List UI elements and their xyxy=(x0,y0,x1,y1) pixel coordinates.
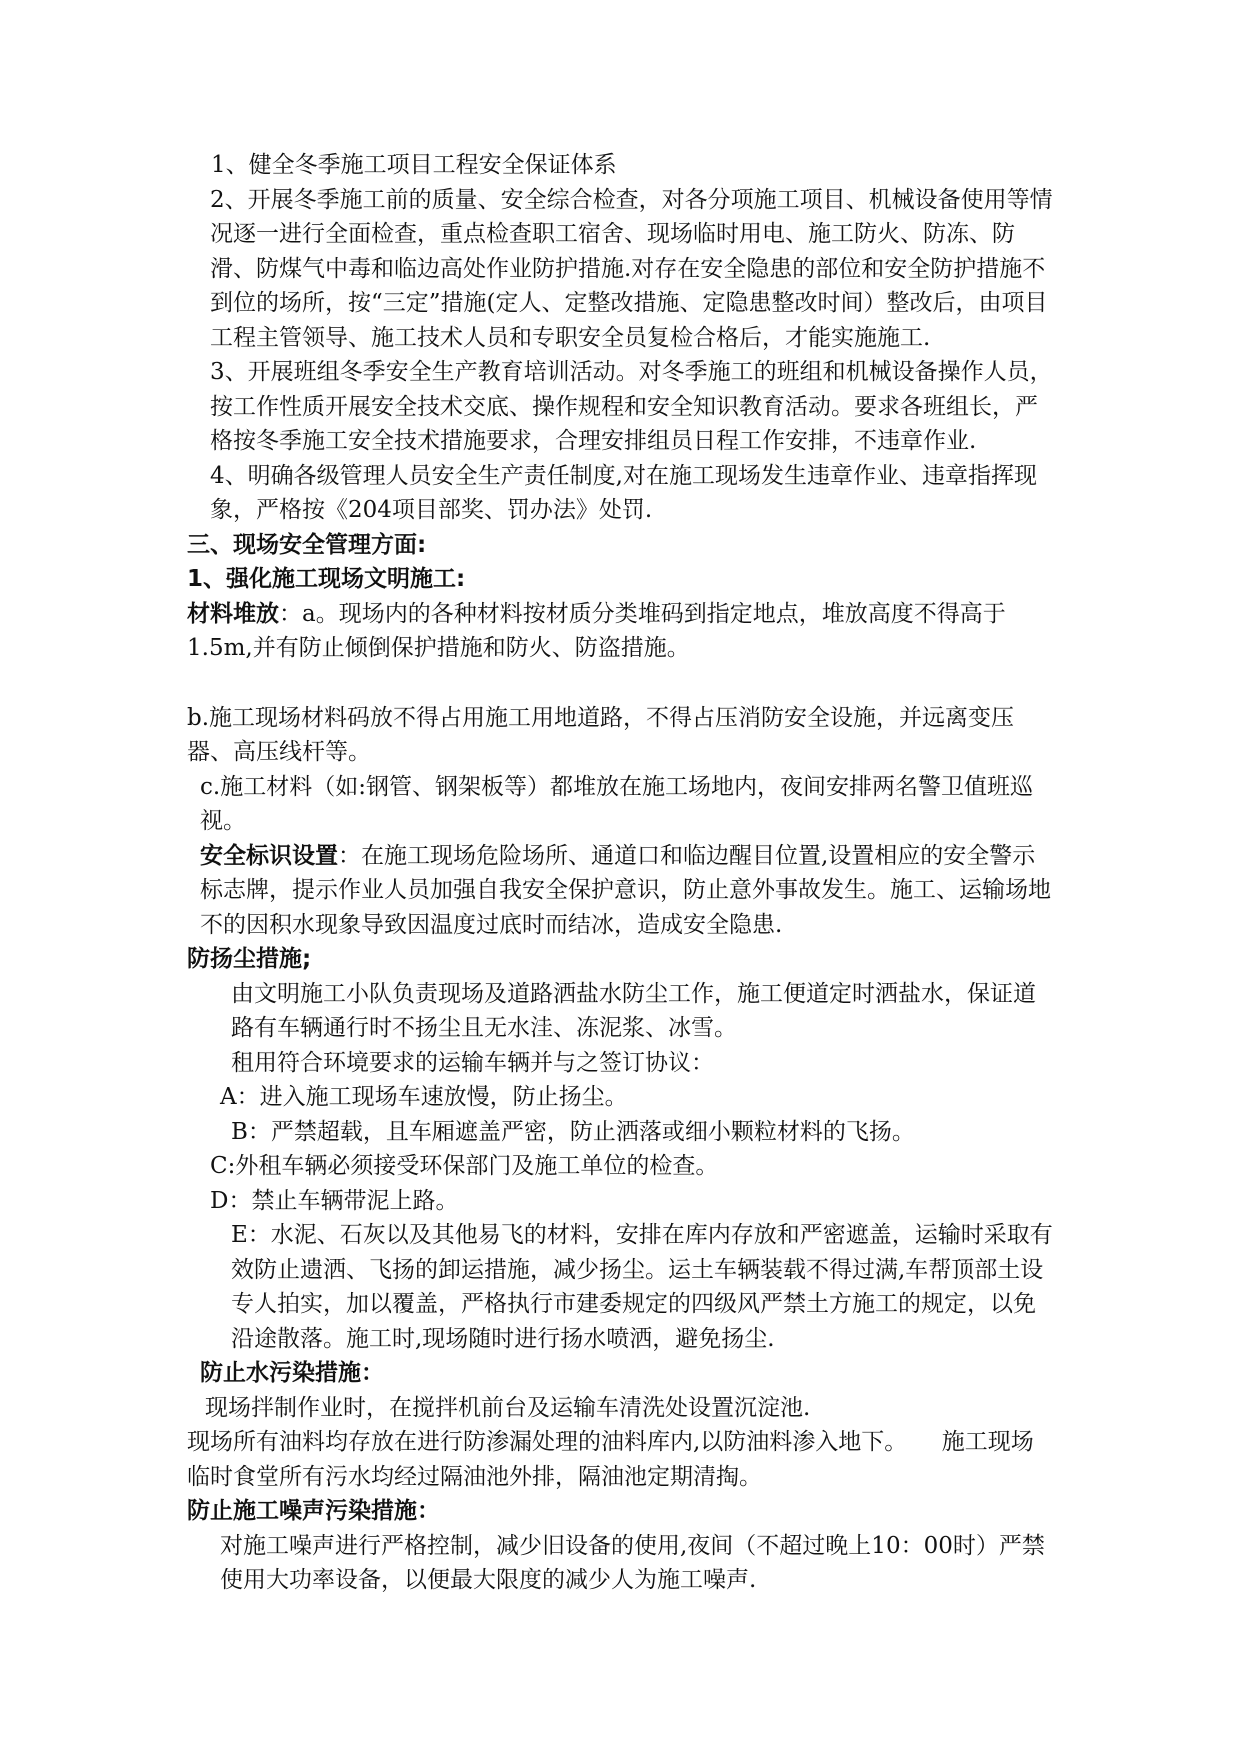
dust-item-e: E：水泥、石灰以及其他易飞的材料，安排在库内存放和严密遮盖，运输时采取有效防止遗洒、飞扬的卸运措施，减少扬尘。运土车辆装载不得过满,车帮顶部土设专人拍实，加以覆盖，严格执行市建委规定的四级风严禁土方施工的规定，以免沿途散落。施工时,现场随时进行扬水喷洒，避免扬尘. xyxy=(231,1222,1053,1352)
section-heading-site-safety: 三、现场安全管理方面: xyxy=(187,531,427,558)
document-body xyxy=(187,148,1053,1598)
water-paragraph-2: 现场所有油料均存放在进行防渗漏处理的油料库内,以防油料渗入地下。 施工现场临时食堂所有污水均经过隔油池外排，隔油池定期清掏。 xyxy=(187,1429,1034,1490)
dust-item-c: C:外租车辆必须接受环保部门及施工单位的检查。 xyxy=(210,1153,719,1179)
heading-water: 防止水污染措施： xyxy=(200,1360,384,1386)
dust-paragraph-1: 由文明施工小队负责现场及道路洒盐水防尘工作，施工便道定时洒盐水，保证道路有车辆通行时不扬尘且无水洼、冻泥浆、冰雪。 xyxy=(231,980,1036,1041)
heading-dust: 防扬尘措施; xyxy=(187,946,312,972)
material-paragraph-b: b.施工现场材料码放不得占用施工用地道路，不得占压消防安全设施，并远离变压器、高压线杆等。 xyxy=(187,704,1015,765)
heading-noise: 防止施工噪声污染措施： xyxy=(187,1498,440,1524)
dust-item-d: D：禁止车辆带泥上路。 xyxy=(210,1187,459,1214)
dust-item-b: B：严禁超载，且车厢遮盖严密，防止洒落或细小颗粒材料的飞扬。 xyxy=(231,1118,915,1145)
dust-paragraph-2: 租用符合环境要求的运输车辆并与之签订协议： xyxy=(231,1049,714,1076)
spacer xyxy=(187,666,1053,701)
paragraph-item-3: 3、开展班组冬季安全生产教育培训活动。对冬季施工的班组和机械设备操作人员，按工作性质开展安全技术交底、操作规程和安全知识教育活动。要求各班组长，严格按冬季施工安全技术措施要求，合理安排组员日程工作安排，不违章作业. xyxy=(210,359,1053,454)
subsection-heading-civilized: 1、强化施工现场文明施工: xyxy=(187,566,466,592)
material-paragraph-a xyxy=(187,597,1053,666)
material-paragraph-c: c.施工材料（如:钢管、钢架板等）都堆放在施工场地内，夜间安排两名警卫值班巡视。 xyxy=(200,773,1033,834)
paragraph-item-4: 4、明确各级管理人员安全生产责任制度,对在施工现场发生违章作业、违章指挥现象，严格按《204项目部奖、罚办法》处罚. xyxy=(210,462,1037,523)
safety-sign-paragraph xyxy=(187,839,1053,943)
paragraph-item-1: 1、健全冬季施工项目工程安全保证体系 xyxy=(211,152,617,178)
noise-paragraph-1: 对施工噪声进行严格控制，减少旧设备的使用,夜间（不超过晚上10：00时）严禁使用大功率设备，以便最大限度的减少人为施工噪声. xyxy=(220,1532,1045,1593)
water-paragraph-1: 现场拌制作业时，在搅拌机前台及运输车清洗处设置沉淀池. xyxy=(205,1394,811,1421)
material-label: 材料堆放 xyxy=(187,600,279,627)
paragraph-item-2: 2、开展冬季施工前的质量、安全综合检查，对各分项施工项目、机械设备使用等情况逐一进行全面检查，重点检查职工宿舍、现场临时用电、施工防火、防冻、防滑、防煤气中毒和临边高处作业防护措施.对存在安全隐患的部位和安全防护措施不到位的场所，按“三定”措施(定人、定整改措施、定隐患整改时间）整改后，由项目工程主管领导、施工技术人员和专职安全员复检合格后，才能实施施工. xyxy=(210,186,1053,351)
material-text-a: ：a。现场内的各种材料按材质分类堆码到指定地点，堆放高度不得高于1.5m,并有防止倾倒保护措施和防火、防盗措施。 xyxy=(187,600,1006,661)
dust-item-a: A：进入施工现场车速放慢，防止扬尘。 xyxy=(220,1084,628,1110)
sign-label: 安全标识设置 xyxy=(200,842,338,869)
sign-text: ：在施工现场危险场所、通道口和临边醒目位置,设置相应的安全警示标志牌，提示作业人员加强自我安全保护意识，防止意外事故发生。施工、运输场地不的因积水现象导致因温度过底时而结冰，造成安全隐患. xyxy=(200,842,1051,938)
